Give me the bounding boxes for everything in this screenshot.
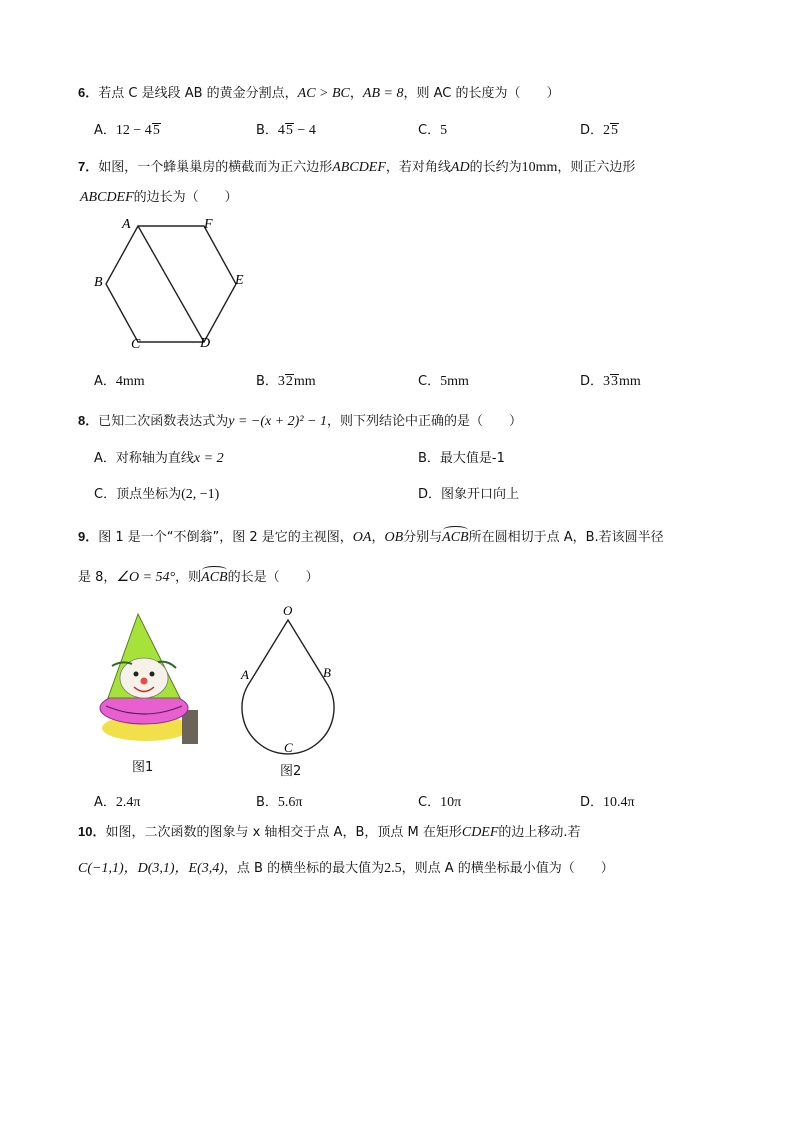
- q7-text-5: 的边长为（ ）: [133, 190, 238, 205]
- vertex-a-label: A: [122, 217, 131, 232]
- q7-option-b[interactable]: [256, 370, 316, 390]
- q9-segment-oa: OA: [352, 530, 372, 545]
- q7-option-d[interactable]: [580, 370, 641, 390]
- q6-option-a[interactable]: [94, 119, 161, 139]
- figure-1-caption: 图1: [132, 760, 154, 775]
- option-value: 3: [603, 374, 611, 389]
- option-value-tail: − 4: [293, 123, 316, 138]
- q9-stem-line2: [78, 566, 319, 586]
- q8-option-c[interactable]: [94, 483, 219, 503]
- q6-text-end: ，则 AC 的长度为（ ）: [403, 86, 560, 101]
- q7-hexagon-name: ABCDEF: [332, 160, 386, 175]
- q9-text-5: ，则: [175, 570, 202, 585]
- option-label: B．: [256, 123, 278, 138]
- q8-stem: [78, 410, 522, 430]
- q7-stem-line2: [80, 186, 238, 206]
- option-value: 2: [603, 123, 611, 138]
- option-value: 5.6π: [277, 795, 303, 810]
- option-value: 2.4π: [115, 795, 141, 810]
- q7-text-2: ，若对角线: [385, 160, 451, 175]
- option-value: 4mm: [115, 374, 145, 389]
- q10-text: 如图，二次函数的图象与 x 轴相交于点 A，B，顶点 M 在矩形: [105, 825, 462, 840]
- option-label: C．: [94, 487, 117, 502]
- q6-option-d[interactable]: [580, 119, 619, 139]
- point-a-label: A: [241, 667, 249, 682]
- q9-text-3: 所在圆相切于点 A，B.若该圆半径: [468, 530, 664, 545]
- q10-number: 10．: [78, 824, 106, 839]
- vertex-c-label: C: [131, 337, 141, 352]
- q6-option-c[interactable]: [418, 119, 447, 139]
- q10-text-3: ，点 B 的横坐标的最大值为: [223, 861, 385, 876]
- q7-text-4: ，则正六边形: [557, 160, 636, 175]
- q6-condition-2: AB = 8: [362, 86, 404, 101]
- option-value: 12 − 4: [115, 123, 152, 138]
- q9-option-a[interactable]: [94, 791, 140, 811]
- q9-option-b[interactable]: [256, 791, 303, 811]
- q10-rectangle-name: CDEF: [461, 825, 499, 840]
- q9-text-4: 是 8，: [78, 570, 117, 585]
- radicand: 5: [285, 123, 293, 138]
- option-unit: mm: [293, 374, 316, 389]
- q9-angle: ∠O = 54°: [116, 570, 176, 585]
- q7-number: 7．: [78, 159, 99, 174]
- q9-separator: ，: [371, 530, 385, 545]
- radicand: 3: [611, 374, 619, 389]
- q6-text: 若点 C 是线段 AB 的黄金分割点，: [98, 86, 298, 101]
- q8-option-a[interactable]: [94, 447, 224, 467]
- q10-stem-line2: [78, 857, 614, 877]
- option-label: A．: [94, 451, 116, 466]
- point-b-label: B: [323, 665, 331, 680]
- option-value: 5: [440, 123, 448, 138]
- toy-left-eye: [134, 672, 139, 677]
- option-text: 图象开口向上: [441, 487, 520, 502]
- q10-max-value: 2.5: [384, 861, 402, 876]
- front-view-figure: [236, 600, 346, 760]
- figure-2-caption: 图2: [280, 764, 302, 779]
- q6-number: 6．: [78, 85, 99, 100]
- option-value: 4: [277, 123, 285, 138]
- option-label: C．: [418, 374, 441, 389]
- q6-option-b[interactable]: [256, 119, 316, 139]
- q7-text-3: 的长约为: [469, 160, 522, 175]
- shadow-block: [182, 710, 198, 744]
- q6-stem: [78, 82, 559, 102]
- vertex-d-label: D: [200, 336, 211, 351]
- point-c-label: C: [284, 740, 293, 755]
- q7-diagonal: AD: [450, 160, 470, 175]
- radicand: 5: [611, 123, 619, 138]
- option-text: 对称轴为直线: [115, 451, 194, 466]
- option-value: 3: [277, 374, 285, 389]
- option-unit: mm: [619, 374, 641, 389]
- option-label: B．: [418, 451, 440, 466]
- q10-text-4: ，则点 A 的横坐标最小值为（ ）: [401, 861, 614, 876]
- drop-outline: [242, 620, 334, 754]
- option-label: C．: [418, 795, 441, 810]
- q9-text: 图 1 是一个“不倒翁”，图 2 是它的主视图，: [98, 530, 353, 545]
- q8-option-d[interactable]: [418, 483, 519, 502]
- q8-text: 已知二次函数表达式为: [98, 414, 229, 429]
- q9-text-2: 分别与: [403, 530, 443, 545]
- q10-coordinates: C(−1,1)，D(3,1)，E(3,4): [78, 861, 224, 876]
- option-text: 顶点坐标为: [116, 487, 182, 502]
- q7-stem: [78, 156, 635, 176]
- q7-length: 10mm: [521, 160, 558, 175]
- toy-right-eye: [150, 672, 155, 677]
- option-label: A．: [94, 795, 116, 810]
- vertex-f-label: F: [204, 217, 213, 232]
- option-value: 5mm: [440, 374, 469, 389]
- hexagon-figure: [90, 212, 260, 354]
- q9-text-6: 的长是（ ）: [227, 570, 319, 585]
- q8-expression: y = −(x + 2)² − 1: [228, 414, 327, 429]
- option-label: D．: [580, 374, 604, 389]
- q8-option-b[interactable]: [418, 447, 505, 466]
- option-text: 最大值是-1: [439, 451, 505, 466]
- option-label: A．: [94, 123, 116, 138]
- q6-separator: ，: [349, 86, 363, 101]
- diagonal-ad: [138, 226, 204, 342]
- option-label: B．: [256, 374, 278, 389]
- tumbler-toy-image: [96, 610, 198, 744]
- vertex-e-label: E: [235, 273, 244, 288]
- q9-arc-acb: ACB: [442, 527, 468, 546]
- option-label: D．: [418, 487, 442, 502]
- toy-nose: [141, 678, 148, 685]
- radicand: 2: [285, 374, 293, 389]
- point-o-label: O: [283, 603, 293, 618]
- q9-stem: [78, 526, 664, 546]
- option-label: D．: [580, 123, 604, 138]
- q7-hexagon-name-2: ABCDEF: [80, 190, 134, 205]
- q8-text-end: ，则下列结论中正确的是（ ）: [327, 414, 523, 429]
- q8-number: 8．: [78, 413, 99, 428]
- q9-number: 9．: [78, 529, 99, 544]
- q7-option-a[interactable]: [94, 370, 145, 390]
- q10-text-2: 的边上移动.若: [498, 825, 581, 840]
- q9-option-c[interactable]: [418, 791, 461, 811]
- q9-option-d[interactable]: [580, 791, 635, 811]
- q7-option-c[interactable]: [418, 370, 469, 390]
- q7-text: 如图，一个蜂巢巢房的横截而为正六边形: [98, 160, 333, 175]
- option-label: C．: [418, 123, 441, 138]
- option-label: D．: [580, 795, 604, 810]
- q9-arc-acb-2: ACB: [201, 567, 227, 586]
- q10-stem: [78, 821, 581, 841]
- option-label: B．: [256, 795, 278, 810]
- option-value: 10π: [440, 795, 462, 810]
- option-math: (2, −1): [181, 487, 220, 502]
- radicand: 5: [152, 123, 160, 138]
- q9-segment-ob: OB: [384, 530, 404, 545]
- q6-condition-1: AC > BC: [297, 86, 350, 101]
- vertex-b-label: B: [94, 275, 103, 290]
- option-math: x = 2: [193, 451, 224, 466]
- option-label: A．: [94, 374, 116, 389]
- option-value: 10.4π: [603, 795, 635, 810]
